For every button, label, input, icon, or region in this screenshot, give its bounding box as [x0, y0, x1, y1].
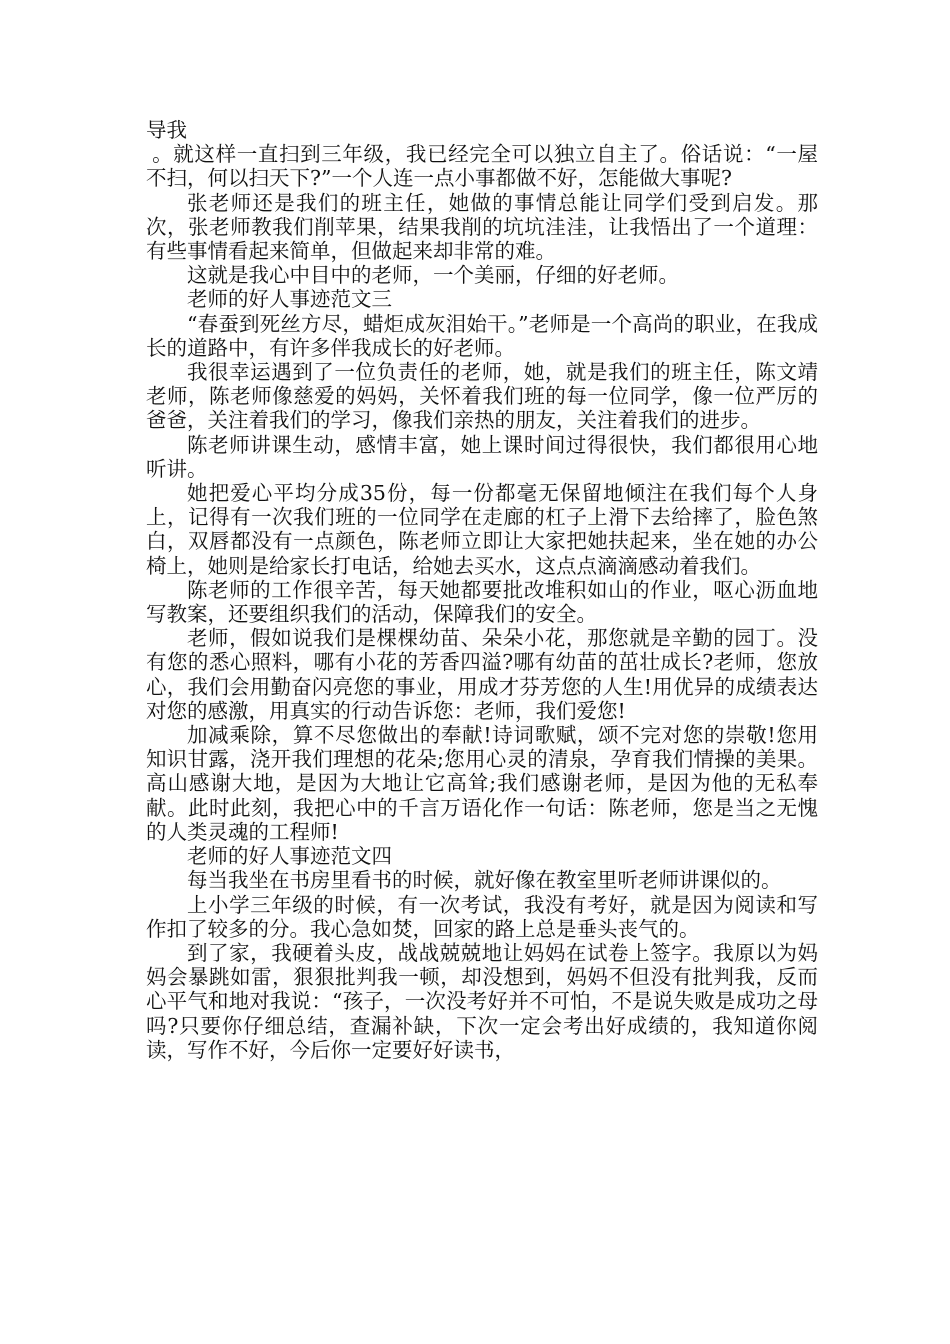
paragraph: 老师，假如说我们是棵棵幼苗、朵朵小花，那您就是辛勤的园丁。没有您的悉心照料，哪有小花的芳香四溢?哪有幼苗的茁壮成长?老师，您放心，我们会用勤奋闪亮您的事业，用成才芬芳您的人生!用优异的成绩表达对您的感激，用真实的行动告诉您：老师，我们爱您! [146, 626, 818, 723]
paragraph: 她把爱心平均分成35份，每一份都毫无保留地倾注在我们每个人身上，记得有一次我们班的一位同学在走廊的杠子上滑下去给摔了，脸色煞白，双唇都没有一点颜色，陈老师立即让大家把她扶起来，坐在她的办公椅上，她则是给家长打电话，给她去买水，这点点滴滴感动着我们。 [146, 481, 818, 578]
document-page [146, 118, 818, 1062]
paragraph: 加减乘除，算不尽您做出的奉献!诗词歌赋，颂不完对您的崇敬!您用知识甘露，浇开我们理想的花朵;您用心灵的清泉，孕育我们情操的美果。高山感谢大地，是因为大地让它高耸;我们感谢老师，是因为他的无私奉献。此时此刻，我把心中的千言万语化作一句话：陈老师，您是当之无愧的人类灵魂的工程师! [146, 723, 818, 844]
paragraph: 。就这样一直扫到三年级，我已经完全可以独立自主了。俗话说：“一屋不扫，何以扫天下?”一个人连一点小事都做不好，怎能做大事呢? [146, 142, 818, 191]
paragraph: 上小学三年级的时候，有一次考试，我没有考好，就是因为阅读和写作扣了较多的分。我心急如焚，回家的路上总是垂头丧气的。 [146, 892, 818, 941]
paragraph: 到了家，我硬着头皮，战战兢兢地让妈妈在试卷上签字。我原以为妈妈会暴跳如雷，狠狠批判我一顿，却没想到，妈妈不但没有批判我，反而心平气和地对我说：“孩子，一次没考好并不可怕，不是说失败是成功之母吗?只要你仔细总结，查漏补缺，下次一定会考出好成绩的，我知道你阅读，写作不好，今后你一定要好好读书， [146, 940, 818, 1062]
section-heading: 老师的好人事迹范文四 [187, 844, 392, 869]
paragraph: 陈老师讲课生动，感情丰富，她上课时间过得很快，我们都很用心地听讲。 [146, 432, 818, 481]
paragraph: 我很幸运遇到了一位负责任的老师，她，就是我们的班主任，陈文靖老师，陈老师像慈爱的妈妈，关怀着我们班的每一位同学，像一位严厉的爸爸，关注着我们的学习，像我们亲热的朋友，关注着我们的进步。 [146, 360, 818, 433]
section-heading: 老师的好人事迹范文三 [187, 287, 392, 312]
paragraph: “春蚕到死丝方尽，蜡炬成灰泪始干。”老师是一个高尚的职业，在我成长的道路中，有许多伴我成长的好老师。 [146, 311, 818, 360]
paragraph-fragment-top: 导我 [146, 118, 187, 142]
paragraph: 这就是我心中目中的老师，一个美丽，仔细的好老师。 [187, 263, 679, 288]
paragraph: 陈老师的工作很辛苦，每天她都要批改堆积如山的作业，呕心沥血地写教案，还要组织我们的活动，保障我们的安全。 [146, 577, 818, 627]
paragraph: 每当我坐在书房里看书的时候，就好像在教室里听老师讲课似的。 [187, 868, 782, 893]
paragraph: 张老师还是我们的班主任，她做的事情总能让同学们受到启发。那次，张老师教我们削苹果，结果我削的坑坑洼洼，让我悟出了一个道理：有些事情看起来简单，但做起来却非常的难。 [146, 190, 818, 264]
